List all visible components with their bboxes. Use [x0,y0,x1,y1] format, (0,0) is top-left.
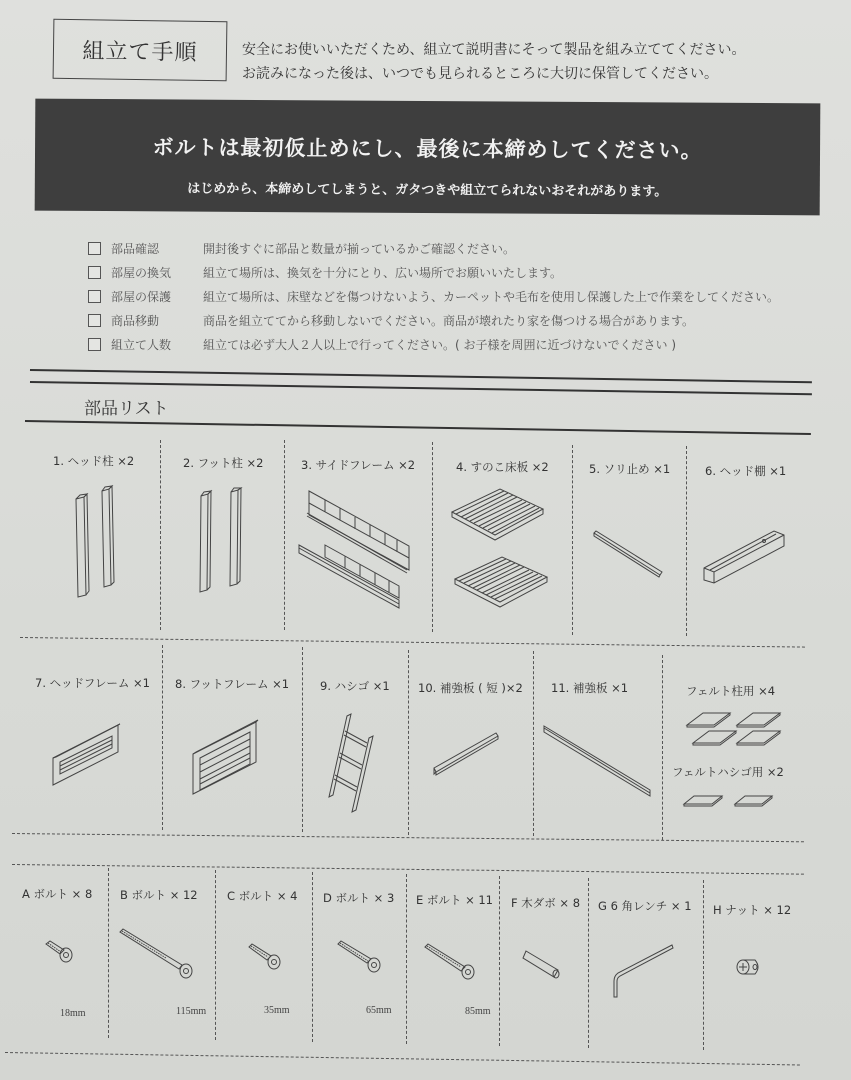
cell-divider [499,876,500,1046]
part-label: 2. フット柱 ×2 [183,456,264,470]
bolt-icon [336,940,384,976]
checkbox[interactable] [88,314,101,327]
intro-line-1: 安全にお使いいただくため、組立て説明書にそって製品を組み立ててください。 [242,42,746,58]
cell-divider [533,651,534,836]
cell-divider [686,446,687,636]
part-label: 1. ヘッド柱 ×2 [53,454,135,468]
part-label: 7. ヘッドフレーム ×1 [35,676,150,690]
row-divider [5,1052,800,1065]
bolt-icon [247,943,283,973]
nut-icon [735,956,763,978]
felt-pad-icon [682,793,777,811]
part-label: 3. サイドフレーム ×2 [301,458,416,472]
checkbox[interactable] [88,338,101,351]
checklist-item [88,332,779,356]
short-board-icon [432,732,500,776]
cell-divider [215,870,216,1040]
hardware-label: B ボルト × 12 [120,888,198,902]
checklist-item [88,308,779,332]
warning-banner [35,99,821,216]
bolt-icon [423,943,478,983]
side-frame-icon [295,488,415,613]
row-divider [20,637,805,648]
divider [30,369,812,383]
hardware-label: H ナット × 12 [713,903,792,917]
checklist-desc: 組立ては必ず大人２人以上で行ってください。( お子様を周囲に近づけないでください ) [203,337,676,352]
cell-divider [432,442,433,632]
checkbox[interactable] [88,266,101,279]
bolt-size: 115mm [176,1006,207,1017]
bar-icon [592,530,664,578]
dowel-icon [522,950,562,980]
cell-divider [312,872,313,1042]
checkbox[interactable] [88,242,101,255]
bolt-size: 35mm [264,1005,290,1016]
long-board-icon [542,724,654,800]
part-label: 8. フットフレーム ×1 [175,677,290,691]
cell-divider [406,874,407,1044]
page-title: 組立て手順 [53,19,228,81]
checklist-item [88,260,779,284]
checklist-item [88,284,779,308]
ladder-icon [325,713,380,813]
checklist-desc: 組立て場所は、換気を十分にとり、広い場所でお願いいたします。 [203,265,563,280]
part-label: 10. 補強板 ( 短 )×2 [418,681,523,695]
cell-divider [662,655,663,840]
hardware-label: C ボルト × 4 [227,889,298,903]
intro-text [242,38,745,86]
part-label: 5. ソリ止め ×1 [589,462,671,476]
shelf-icon [702,528,787,586]
part-label: 6. ヘッド棚 ×1 [705,464,787,478]
checklist-desc: 商品を組立ててから移動しないでください。商品が壊れたり家を傷つける場合があります。 [203,313,695,328]
divider [25,420,811,435]
hardware-label: A ボルト × 8 [22,887,93,901]
cell-divider [703,880,704,1050]
cell-divider [408,650,409,835]
bolt-size: 18mm [60,1008,86,1019]
intro-line-2: お読みになった後は、いつでも見られるところに大切に保管してください。 [242,66,718,82]
cell-divider [160,440,161,630]
hardware-label: E ボルト × 11 [416,893,494,907]
checklist-item [88,236,779,260]
checklist-label: 商品移動 [111,313,160,328]
banner-main-text: ボルトは最初仮止めにし、最後に本締めしてください。 [152,135,703,163]
bolt-icon [118,928,198,980]
parts-list-title: 部品リスト [84,399,169,419]
bolt-size: 85mm [465,1006,491,1017]
felt-pad-icon [685,710,785,752]
part-label: 9. ハシゴ ×1 [320,679,390,693]
row-divider [12,864,804,875]
part-label: 11. 補強板 ×1 [551,681,629,695]
bolt-size: 65mm [366,1005,392,1016]
part-label: フェルト柱用 ×4 [686,684,776,698]
hardware-label: F 木ダボ × 8 [511,896,581,910]
checklist-label: 部屋の保護 [111,289,172,304]
checklist-desc: 開封後すぐに部品と数量が揃っているかご確認ください。 [203,241,516,256]
checklist-label: 組立て人数 [111,337,172,352]
hardware-label: D ボルト × 3 [323,891,395,905]
part-label: 4. すのこ床板 ×2 [456,460,549,474]
cell-divider [588,878,589,1048]
checkbox[interactable] [88,290,101,303]
slat-board-icon [450,487,550,612]
hex-wrench-icon [610,943,674,999]
cell-divider [284,440,285,630]
part-label: フェルトハシゴ用 ×2 [672,765,784,779]
checklist-desc: 組立て場所は、床壁などを傷つけないよう、カーペットや毛布を使用し保護した上で作業をしてください。 [203,289,780,304]
divider [30,381,812,395]
post-icon [70,485,120,600]
cell-divider [572,445,573,635]
cell-divider [108,868,109,1038]
checklist [88,236,779,356]
checklist-label: 部品確認 [111,241,160,256]
post-icon [195,488,250,593]
cell-divider [162,645,163,830]
checklist-label: 部屋の換気 [111,265,172,280]
head-frame-icon [50,722,122,790]
cell-divider [302,647,303,832]
hardware-label: G 6 角レンチ × 1 [598,899,692,913]
bolt-icon [44,940,76,966]
banner-sub-text: はじめから、本締めしてしまうと、ガタつきや組立てられないおそれがあります。 [187,181,668,200]
foot-frame-icon [190,720,260,798]
